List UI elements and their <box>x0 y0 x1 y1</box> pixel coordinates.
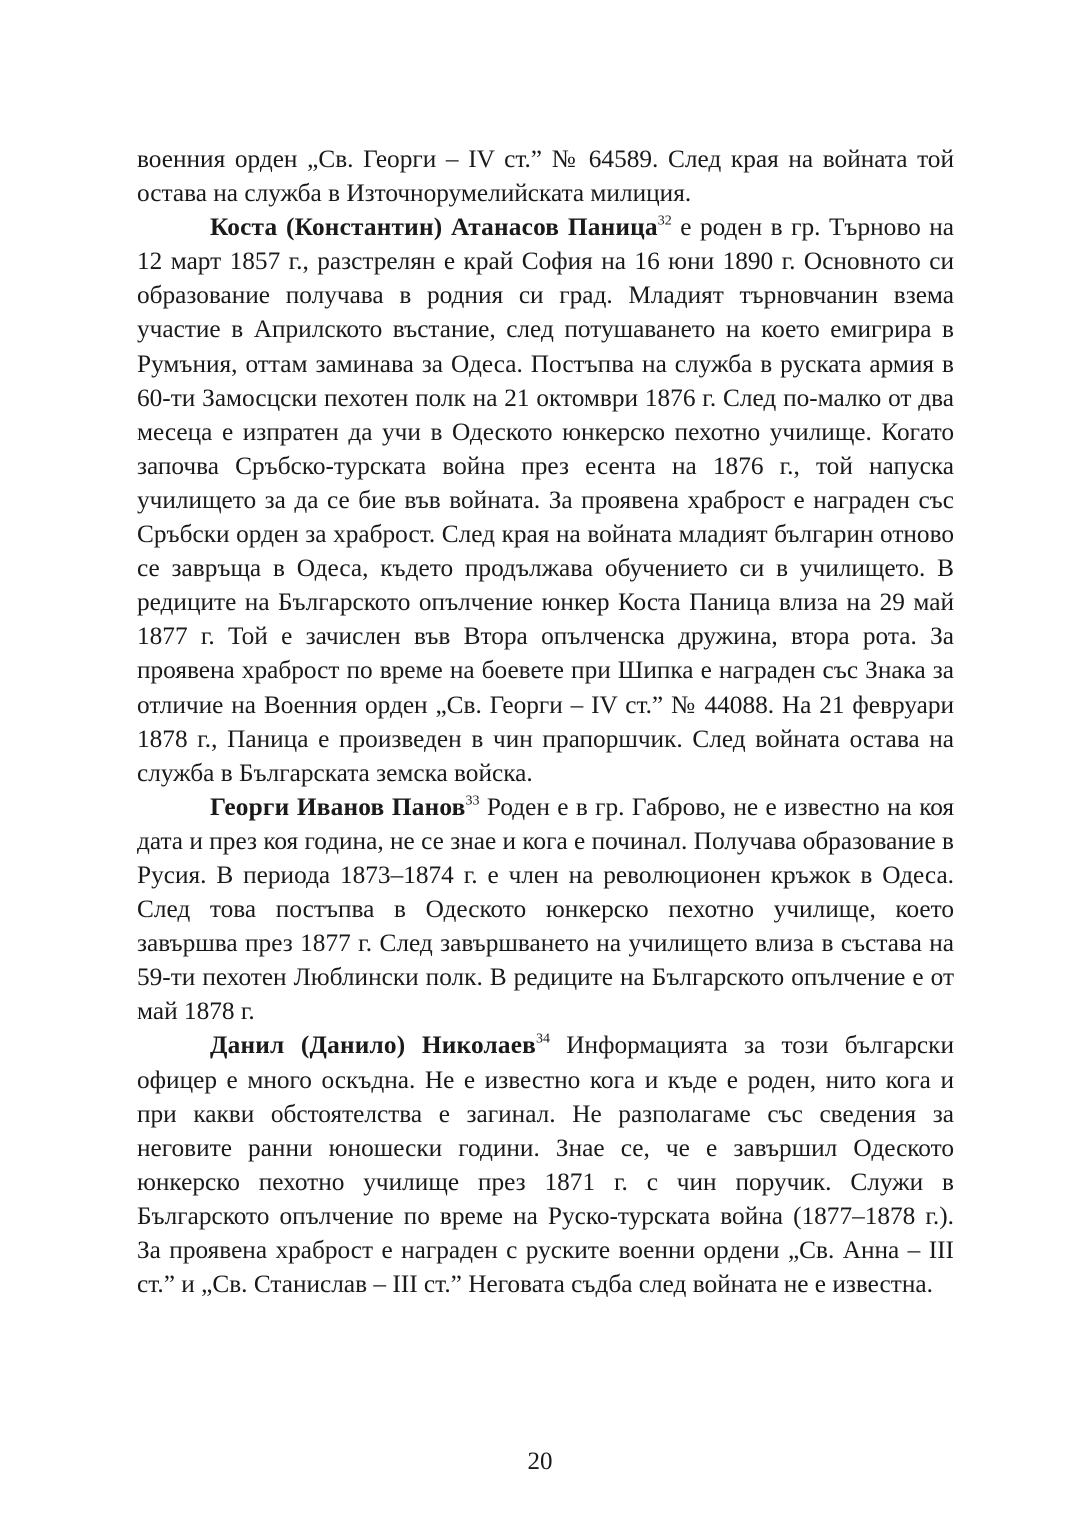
footnote-ref-33: 33 <box>465 793 480 809</box>
continuation-text: военния орден „Св. Георги – IV ст.” № 64589. След края на войната той остава на служба в Източнорумелийската милиция. <box>137 145 954 208</box>
entry-text-panitsa: е роден в гр. Търново на 12 март 1857 г., разстрелян е край София на 16 юни 1890 г. Основното си образование получава в родния си град. Младият търновчанин взема участие в Априлското въстание, след потушаването на което емигрира в Румъния, оттам заминава за Одеса. Постъпва на служба в руската армия в 60-ти Замосцски пехотен полк на 21 октомври 1876 г. След по-малко от два месеца е изпратен да учи в Одеското юнкерско пехотно училище. Когато започва Сръбско-турската война през есента на 1876 г., той напуска училището за да се бие във войната. За проявена храброст е награден със Сръбски орден за храброст. След края на войната младият българин отново се завръща в Одеса, където продължава обучението си в училището. В редиците на Българското опълчение юнкер Коста Паница влиза на 29 май 1877 г. Той е зачислен във Втора опълченска дружина, втора рота. За проявена храброст по време на боевете при Шипка е награден със Знака за отличие на Военния орден „Св. Георги – IV ст.” № 44088. На 21 февруари 1878 г., Паница е произведен в чин прапоршчик. След войната остава на служба в Българската земска войска. <box>137 213 954 787</box>
person-name-panitsa: Коста (Константин) Атанасов Паница <box>210 213 658 242</box>
page-number: 20 <box>527 1448 553 1475</box>
entry-text-panov: Роден е в гр. Габрово, не е известно на коя дата и през коя година, не се знае и кога е починал. Получава образование в Русия. В периода 1873–1874 г. е член на революционен кръжок в Одеса. След това постъпва в Одеското юнкерско пехотно училище, което завършва през 1877 г. След завършването на училището влиза в състава на 59-ти пехотен Люблински полк. В редиците на Българското опълчение е от май 1878 г. <box>137 792 954 1026</box>
person-name-nikolaev: Данил (Данило) Николаев <box>210 1031 536 1060</box>
paragraph-continuation <box>137 142 954 210</box>
footnote-ref-34: 34 <box>536 1031 550 1047</box>
page-body <box>137 142 954 1301</box>
footnote-ref-32: 32 <box>657 213 672 229</box>
entry-text-nikolaev: Информацията за този български офицер е много оскъдна. Не е известно кога и къде е роден, нито кога и при какви обстоятелства е загинал. Не разполагаме със сведения за неговите ранни юношески години. Знае се, че е завършил Одеското юнкерско пехотно училище през 1871 г. с чин поручик. Служи в Българското опълчение по време на Руско-турската война (1877–1878 г.). За проявена храброст е награден с руските военни ордени „Св. Анна – III ст.” и „Св. Станислав – III ст.” Неговата съдба след войната не е известна. <box>137 1031 954 1299</box>
person-name-panov: Георги Иванов Панов <box>210 792 466 821</box>
paragraph-entry-panov <box>137 790 954 1029</box>
paragraph-entry-panitsa <box>137 210 954 790</box>
paragraph-entry-nikolaev <box>137 1028 954 1301</box>
